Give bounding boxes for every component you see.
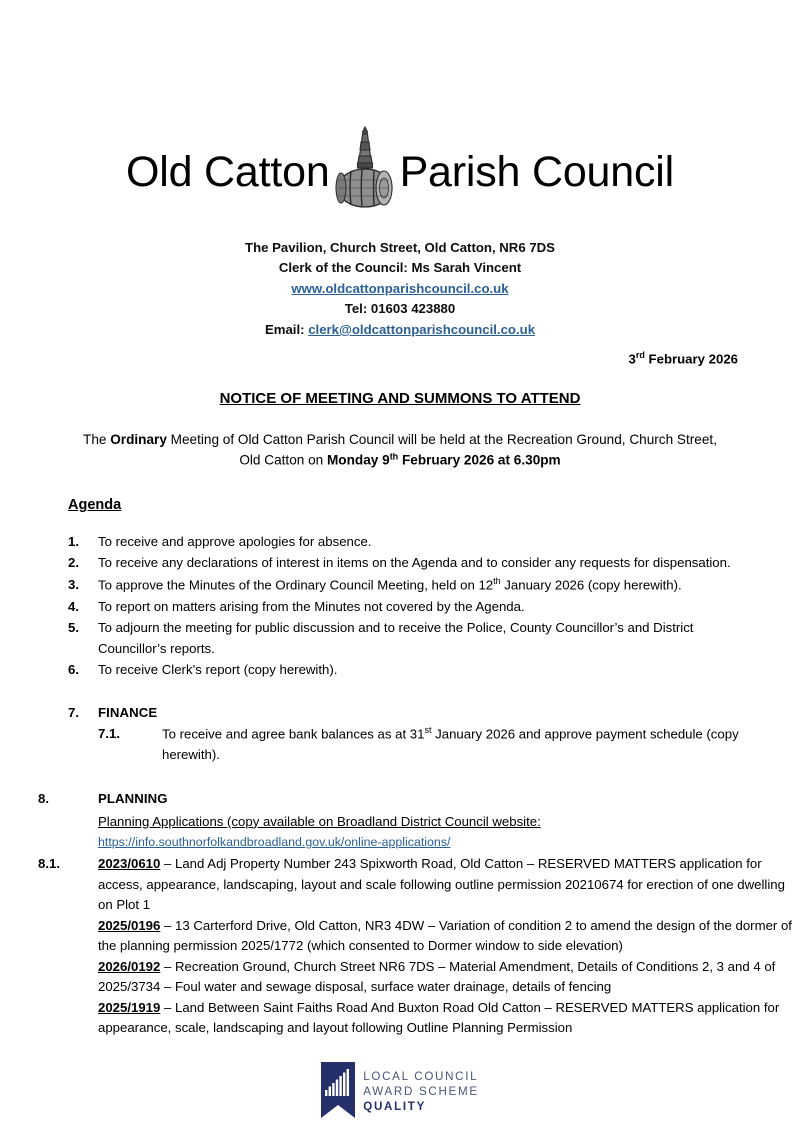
planning-application-ref: 2023/0610: [98, 856, 161, 872]
award-line-2: AWARD SCHEME: [363, 1085, 479, 1099]
planning-url-row: [98, 833, 800, 852]
finance-sub-text: [162, 724, 800, 765]
planning-body: [38, 812, 800, 853]
award-badge-text: [363, 1070, 479, 1114]
finance-heading: [68, 703, 800, 723]
contact-address: The Pavilion, Church Street, Old Catton, NR6 7DS: [245, 240, 555, 255]
agenda-item-number: 4.: [68, 598, 79, 614]
planning-application-entry: [98, 916, 794, 957]
contact-website-row: [0, 279, 800, 299]
planning-application-description: – 13 Carterford Drive, Old Catton, NR3 4DW – Variation of condition 2 to amend the design of the dormer of the planning permission 2025/1772 (which consented to Dormer window to side elevation): [98, 917, 792, 954]
agenda-item-text: To receive and approve apologies for absence.: [98, 533, 372, 549]
contact-email-row: [0, 320, 800, 340]
planning-label: PLANNING: [98, 791, 168, 807]
finance-label: FINANCE: [98, 704, 158, 720]
contact-telephone: Tel: 01603 423880: [344, 301, 456, 317]
email-label: Email:: [264, 321, 305, 337]
date-ordinal-suffix: rd: [635, 350, 645, 361]
summons-paragraph: [0, 430, 800, 471]
summons-meeting-datetime: February 2026 at 6.30pm: [398, 452, 561, 468]
agenda-item: [68, 618, 800, 659]
agenda-item: [68, 532, 800, 552]
agenda-item-number: 6.: [68, 662, 79, 678]
agenda-item-ordinal: th: [493, 575, 501, 586]
agenda-item-number: 2.: [68, 555, 79, 571]
agenda-list: [0, 532, 800, 681]
planning-application-entry: [98, 998, 794, 1039]
agenda-item-text-post: January 2026 (copy herewith).: [500, 577, 682, 593]
planning-application-description: – Recreation Ground, Church Street NR6 7DS – Material Amendment, Details of Conditions 2, 3 and 4 of 2025/3734 – Foul water and sewage disposal, surface water drainage, details of fencing: [98, 958, 776, 995]
planning-lead-text: Planning Applications (copy available on Broadland District Council website:: [98, 813, 541, 829]
document-date: [0, 350, 800, 366]
date-day: 3: [628, 351, 636, 367]
masthead: [0, 0, 800, 340]
award-ribbon-icon: [321, 1062, 355, 1123]
local-council-award-scheme-quality-logo: [321, 1062, 479, 1123]
planning-number: 8.: [38, 791, 49, 807]
planning-application-entry: [98, 957, 794, 998]
agenda-item-text-pre: To approve the Minutes of the Ordinary Council Meeting, held on 12: [98, 577, 494, 593]
planning-application-description: – Land Adj Property Number 243 Spixworth Road, Old Catton – RESERVED MATTERS application for access, appearance, landscaping, layout and scale following outline permission 20210674 for erection of one dwelling on Plot 1: [98, 856, 785, 913]
finance-sub-item: [68, 724, 800, 765]
date-month-year: February 2026: [644, 351, 738, 367]
finance-sub-text-pre: To receive and agree bank balances as at 31: [162, 726, 425, 742]
agenda-item-number: 5.: [68, 620, 79, 636]
planning-sub-number: 8.1.: [38, 856, 60, 872]
notice-heading: NOTICE OF MEETING AND SUMMONS TO ATTEND: [219, 389, 581, 407]
summons-part-2: Meeting of Old Catton Parish Council will be held at the Recreation Ground, Church Street, Old Catton on: [166, 431, 717, 468]
agenda-item-text: To adjourn the meeting for public discussion and to receive the Police, County Councillor’s and District Councillor’s reports.: [98, 620, 694, 656]
planning-applications-list: [38, 854, 800, 1038]
agenda-item-number: 3.: [68, 576, 79, 592]
agenda-item-text: [98, 575, 800, 596]
planning-section: [0, 789, 800, 1038]
org-name-left: Old Catton: [126, 147, 330, 196]
planning-portal-link[interactable]: https://info.southnorfolkandbroadland.gov.uk/online-applications/: [98, 835, 451, 850]
summons-day-ordinal: th: [389, 451, 399, 462]
contact-block: [0, 238, 800, 340]
agenda-item-number: 1.: [68, 533, 79, 549]
agenda-item-text: To receive any declarations of interest in items on the Agenda and to consider any requests for dispensation.: [98, 555, 731, 571]
planning-applications-body: [98, 854, 800, 1038]
finance-sub-text-post: January 2026 and approve payment schedule (copy herewith).: [162, 726, 739, 762]
planning-application-ref: 2026/0192: [98, 958, 161, 974]
agenda-item: [68, 553, 800, 573]
barrel-with-cat-crest-logo: [334, 122, 396, 210]
finance-date-ordinal: st: [424, 724, 432, 735]
agenda-item: [68, 660, 800, 680]
summons-part-1: The: [83, 431, 111, 447]
contact-clerk: Clerk of the Council: Ms Sarah Vincent: [278, 260, 522, 276]
agenda-item: [68, 575, 800, 596]
email-link[interactable]: clerk@oldcattonparishcouncil.co.uk: [308, 321, 536, 337]
planning-application-description: – Land Between Saint Faiths Road And Buxton Road Old Catton – RESERVED MATTERS application for appearance, scale, landscaping and layout following Outline Planning Permission: [98, 999, 780, 1036]
agenda-item-text: To receive Clerk’s report (copy herewith).: [98, 662, 338, 678]
planning-application-ref: 2025/1919: [98, 999, 161, 1015]
planning-heading: [38, 789, 800, 809]
summons-meeting-type: Ordinary: [110, 431, 167, 447]
award-line-1: LOCAL COUNCIL: [363, 1070, 479, 1084]
org-name-right: Parish Council: [399, 147, 674, 196]
finance-number: 7.: [68, 704, 79, 720]
award-line-3: QUALITY: [363, 1099, 427, 1113]
agenda-heading: Agenda: [68, 496, 122, 513]
finance-section: [0, 703, 800, 766]
agenda-item-text: To report on matters arising from the Minutes not covered by the Agenda.: [98, 598, 525, 614]
summons-meeting-day: Monday 9: [326, 452, 390, 468]
website-link[interactable]: www.oldcattonparishcouncil.co.uk: [291, 280, 509, 296]
organisation-title: [0, 128, 800, 216]
agenda-item: [68, 597, 800, 617]
planning-application-entry: [98, 854, 794, 915]
planning-application-ref: 2025/0196: [98, 917, 161, 933]
finance-sub-number: 7.1.: [98, 725, 120, 741]
footer: [0, 1062, 800, 1123]
